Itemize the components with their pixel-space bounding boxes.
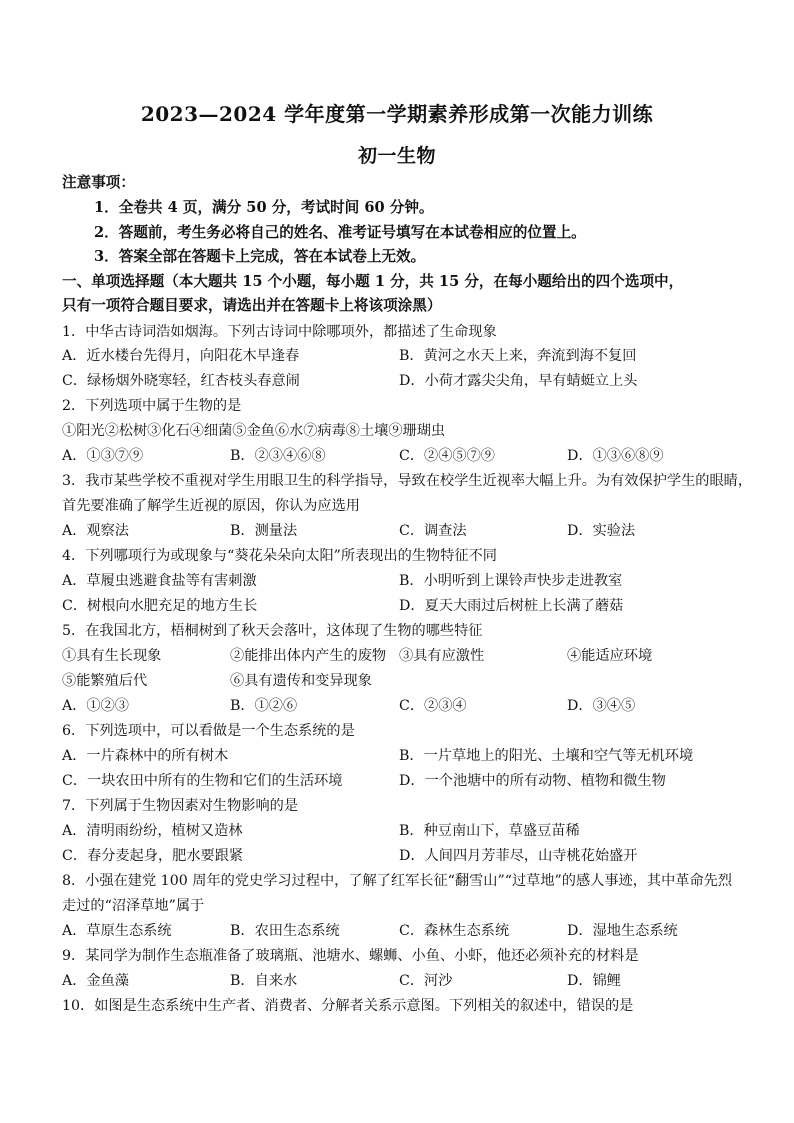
q8-stem-line2: 走过的“沼泽草地”属于 xyxy=(62,898,205,914)
q6-stem: 6．下列选项中，可以看做是一个生态系统的是 xyxy=(62,723,355,739)
q5-option-c: C．②③④ xyxy=(399,698,467,714)
q3-option-c: C．调查法 xyxy=(399,523,467,539)
q6-option-b: B．一片草地上的阳光、土壤和空气等无机环境 xyxy=(399,748,694,764)
q5-option-a: A．①②③ xyxy=(62,698,129,714)
q5-feature-2: ②能排出体内产生的废物 xyxy=(230,648,387,664)
q8-option-c: C．森林生态系统 xyxy=(399,923,510,939)
q6-option-c: C．一块农田中所有的生物和它们的生活环境 xyxy=(62,773,343,789)
q3-stem-line2: 首先要准确了解学生近视的原因，你认为应选用 xyxy=(62,498,360,514)
notice-heading: 注意事项： xyxy=(62,174,135,191)
q9-stem: 9．某同学为制作生态瓶准备了玻璃瓶、池塘水、螺蛳、小鱼、小虾，他还必须补充的材料是 xyxy=(62,948,639,964)
notice-item-1: 1．全卷共 4 页，满分 50 分，考试时间 60 分钟。 xyxy=(94,199,434,216)
q1-option-b: B．黄河之水天上来，奔流到海不复回 xyxy=(399,348,637,364)
q9-option-c: C．河沙 xyxy=(399,973,453,989)
q2-option-a: A．①③⑦⑨ xyxy=(62,448,144,464)
q8-option-b: B．农田生态系统 xyxy=(230,923,340,939)
q5-feature-5: ⑤能繁殖后代 xyxy=(62,673,148,689)
notice-item-2: 2．答题前，考生务必将自己的姓名、准考证号填写在本试卷相应的位置上。 xyxy=(94,224,586,241)
q2-list: ①阳光②松树③化石④细菌⑤金鱼⑥水⑦病毒⑧土壤⑨珊瑚虫 xyxy=(62,423,446,439)
q4-option-d: D．夏天大雨过后树桩上长满了蘑菇 xyxy=(399,598,624,614)
q9-option-b: B．自来水 xyxy=(230,973,298,989)
q5-option-d: D．③④⑤ xyxy=(567,698,636,714)
q5-feature-1: ①具有生长现象 xyxy=(62,648,162,664)
q4-option-c: C．树根向水肥充足的地方生长 xyxy=(62,598,258,614)
q3-option-d: D．实验法 xyxy=(567,523,636,539)
q8-option-d: D．湿地生态系统 xyxy=(567,923,678,939)
q7-option-d: D．人间四月芳菲尽，山寺桃花始盛开 xyxy=(399,848,638,864)
q5-feature-6: ⑥具有遗传和变异现象 xyxy=(230,673,372,689)
q8-option-a: A．草原生态系统 xyxy=(62,923,172,939)
q10-stem: 10．如图是生态系统中生产者、消费者、分解者关系示意图。下列相关的叙述中，错误的是 xyxy=(62,998,634,1014)
q5-feature-4: ④能适应环境 xyxy=(567,648,653,664)
q7-option-c: C．春分麦起身，肥水要跟紧 xyxy=(62,848,244,864)
q5-option-b: B．①②⑥ xyxy=(230,698,298,714)
q4-stem: 4．下列哪项行为或现象与“葵花朵朵向太阳”所表现出的生物特征不同 xyxy=(62,548,497,564)
section-heading-line1: 一、单项选择题（本大题共 15 个小题，每小题 1 分，共 15 分，在每小题给出的四个选项中， xyxy=(62,273,684,290)
q7-stem: 7．下列属于生物因素对生物影响的是 xyxy=(62,798,299,814)
q1-option-a: A．近水楼台先得月，向阳花木早逢春 xyxy=(62,348,300,364)
q9-option-a: A．金鱼藻 xyxy=(62,973,129,989)
section-heading-line2: 只有一项符合题目要求，请选出并在答题卡上将该项涂黑） xyxy=(62,297,442,314)
q5-feature-3: ③具有应激性 xyxy=(399,648,485,664)
q1-option-c: C．绿杨烟外晓寒轻，红杏枝头春意闹 xyxy=(62,373,300,389)
q7-option-a: A．清明雨纷纷，植树又造林 xyxy=(62,823,243,839)
q1-option-d: D．小荷才露尖尖角，早有蜻蜓立上头 xyxy=(399,373,638,389)
exam-subject: 初一生物 xyxy=(357,145,436,167)
q2-option-c: C．②④⑤⑦⑨ xyxy=(399,448,495,464)
q6-option-d: D．一个池塘中的所有动物、植物和微生物 xyxy=(399,773,666,789)
q3-stem-line1: 3．我市某些学校不重视对学生用眼卫生的科学指导，导致在校学生近视率大幅上升。为有效保护学生的眼睛， xyxy=(62,473,753,489)
q3-option-b: B．测量法 xyxy=(230,523,298,539)
q6-option-a: A．一片森林中的所有树木 xyxy=(62,748,229,764)
q1-stem: 1．中华古诗词浩如烟海。下列古诗词中除哪项外，都描述了生命现象 xyxy=(62,324,497,340)
q2-option-d: D．①③⑥⑧⑨ xyxy=(567,448,664,464)
q2-option-b: B．②③④⑥⑧ xyxy=(230,448,326,464)
q8-stem-line1: 8．小强在建党 100 周年的党史学习过程中，了解了红军长征“翻雪山”“过草地”的感人事迹，其中革命先烈 xyxy=(62,873,733,889)
q3-option-a: A．观察法 xyxy=(62,523,129,539)
q5-stem: 5．在我国北方，梧桐树到了秋天会落叶，这体现了生物的哪些特征 xyxy=(62,623,483,639)
exam-title: 2023—2024 学年度第一学期素养形成第一次能力训练 xyxy=(140,102,654,126)
notice-item-3: 3．答案全部在答题卡上完成，答在本试卷上无效。 xyxy=(94,248,426,265)
q7-option-b: B．种豆南山下，草盛豆苗稀 xyxy=(399,823,580,839)
q4-option-b: B．小明听到上课铃声快步走进教室 xyxy=(399,573,623,589)
q2-stem: 2．下列选项中属于生物的是 xyxy=(62,398,242,414)
q9-option-d: D．锦鲤 xyxy=(567,973,621,989)
q4-option-a: A．草履虫逃避食盐等有害刺激 xyxy=(62,573,257,589)
